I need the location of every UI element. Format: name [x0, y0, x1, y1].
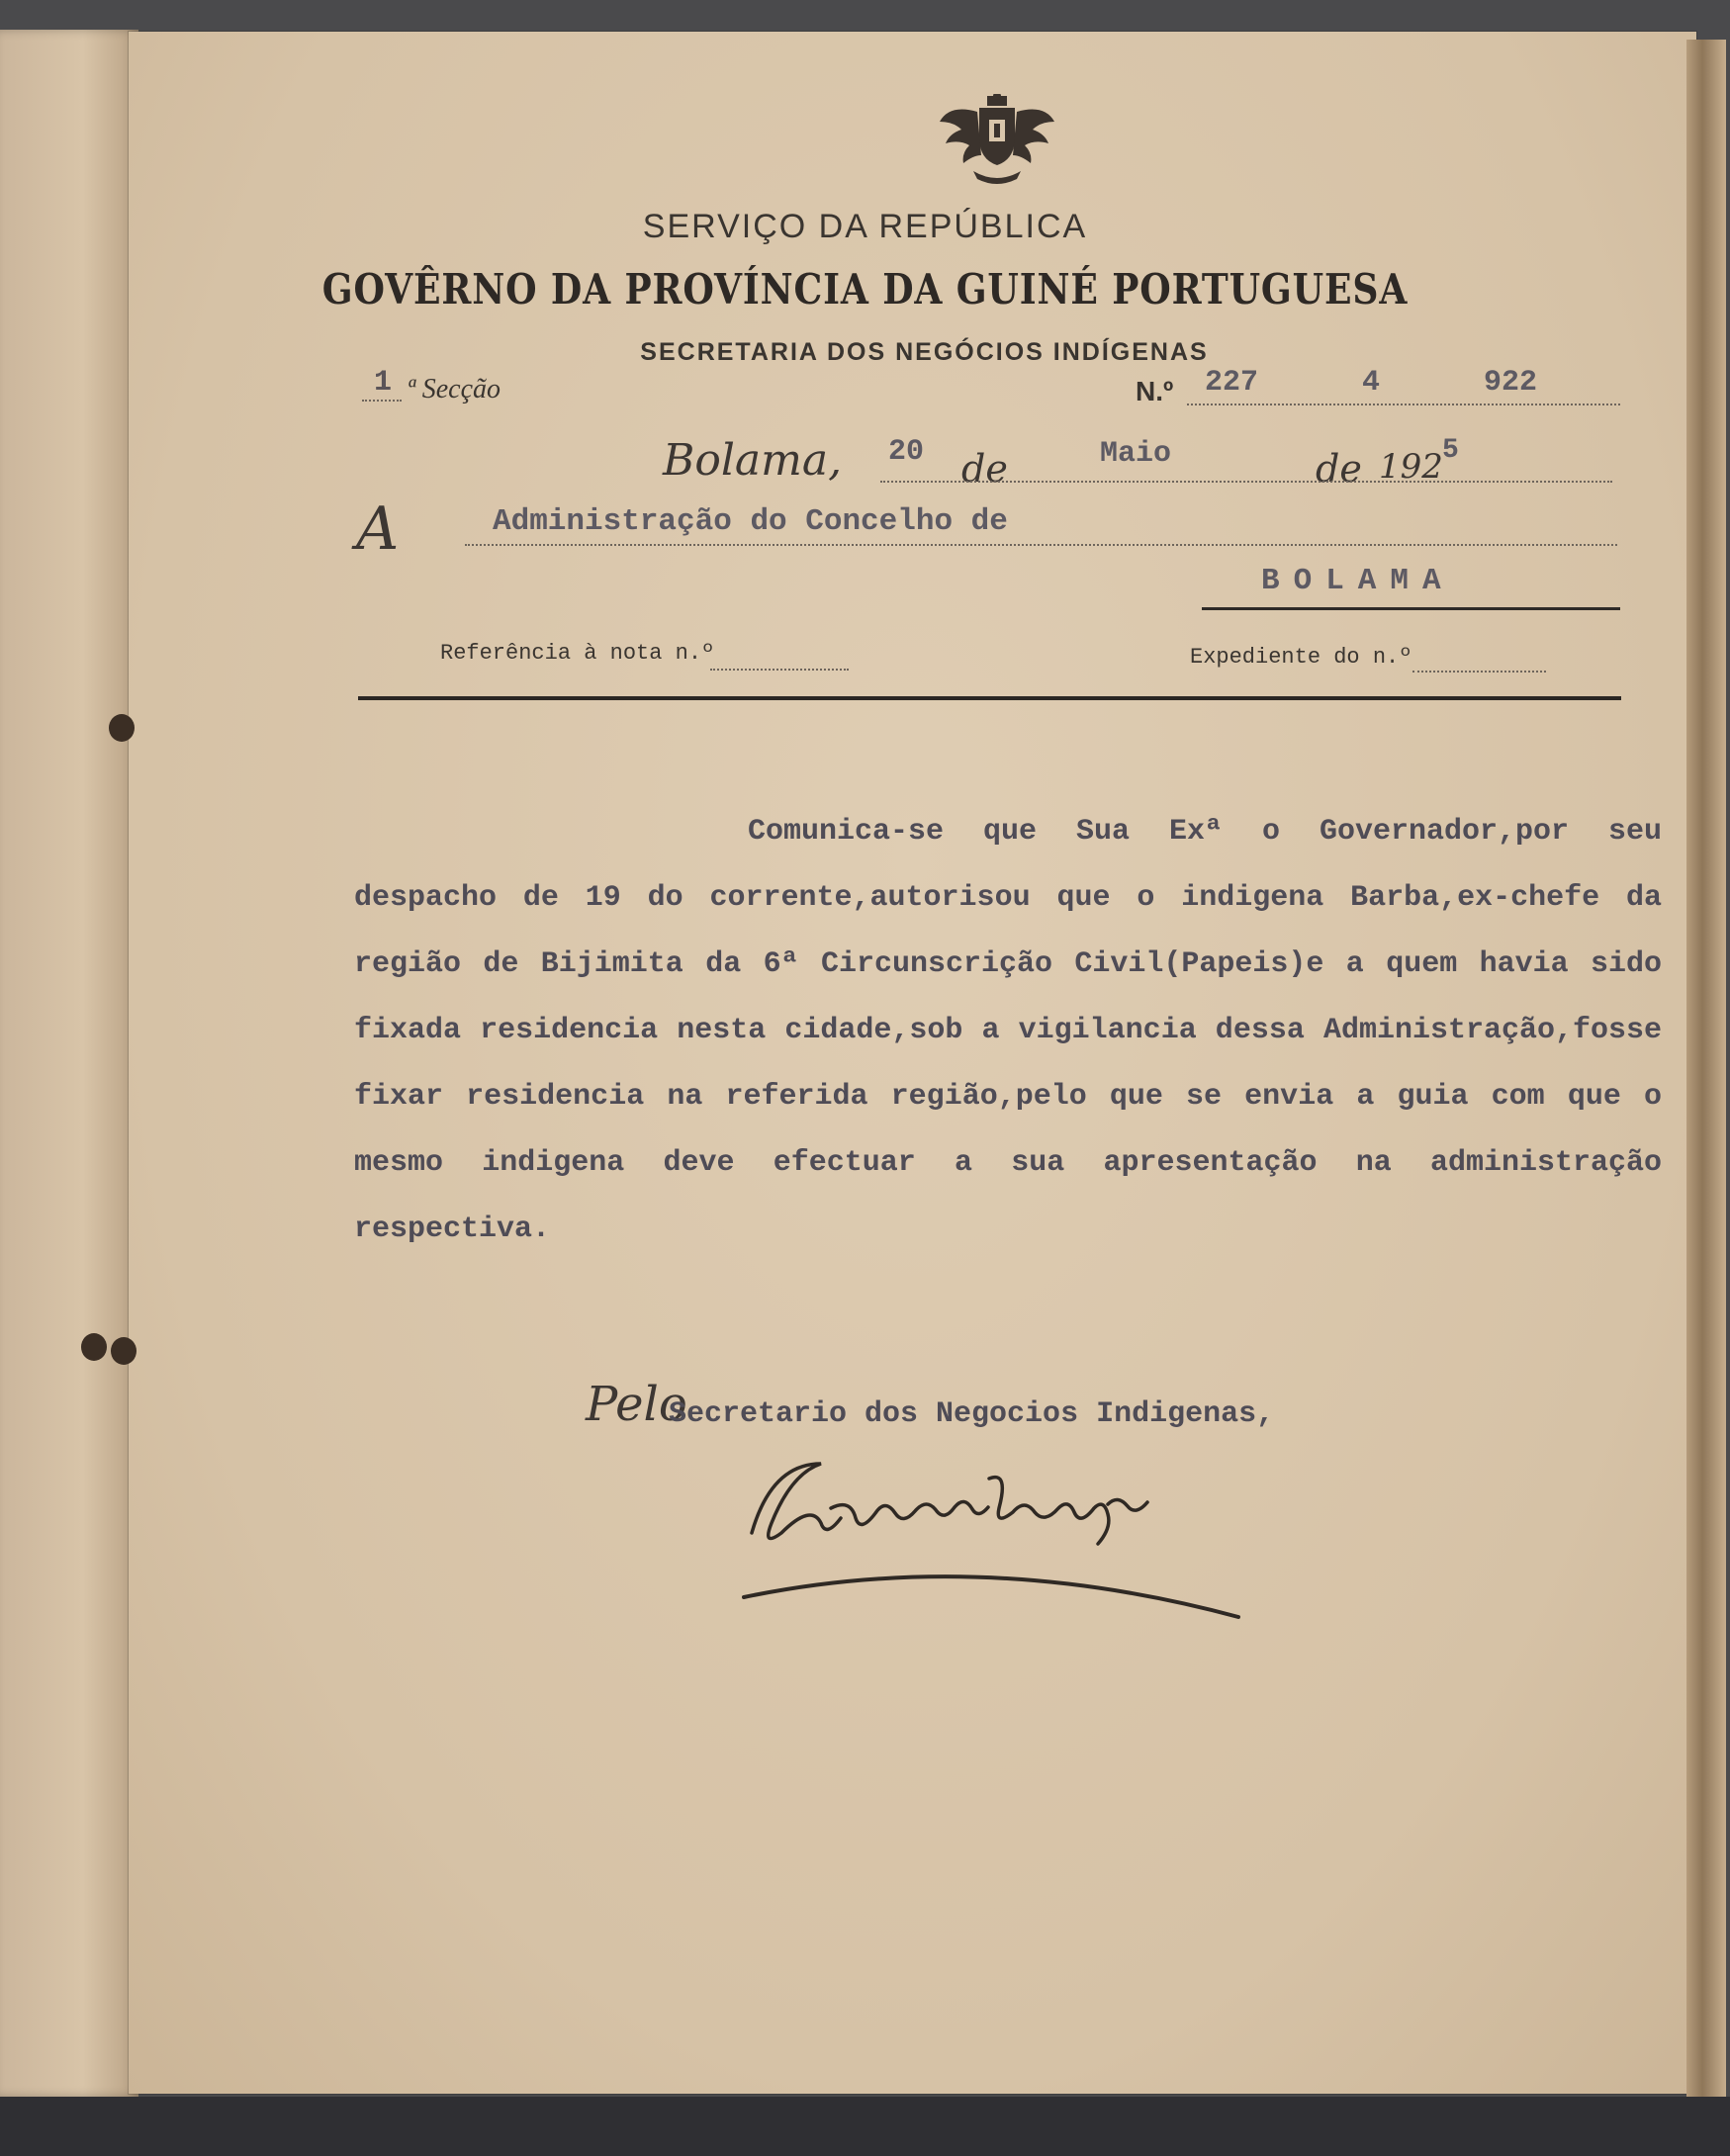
recipient-dots	[465, 544, 1617, 546]
expediente-label: Expediente do n.º	[1190, 645, 1412, 670]
recipient-city: BOLAMA	[1261, 564, 1455, 598]
service-title: SERVIÇO DA REPÚBLICA	[642, 208, 1088, 245]
number-label: N.º	[1136, 376, 1174, 406]
government-title: GOVÊRNO DA PROVÍNCIA DA GUINÉ PORTUGUESA	[321, 265, 1409, 314]
dateline-de: de	[1316, 447, 1362, 491]
number-part-a: 227	[1205, 366, 1259, 400]
number-part-c: 922	[1484, 366, 1538, 400]
coat-of-arms-icon	[938, 94, 1056, 188]
binding-hole	[111, 1337, 137, 1365]
section-dots	[362, 400, 402, 402]
closing-text: Secretario dos Negocios Indigenas,	[669, 1397, 1275, 1431]
dateline-month: Maio	[1100, 437, 1172, 471]
expediente-dots	[1412, 671, 1546, 673]
recipient-underline	[1202, 607, 1620, 610]
section-number: 1	[374, 366, 393, 400]
dateline-de: de	[961, 447, 1008, 491]
dateline-year-digit: 5	[1442, 435, 1459, 466]
dateline-city: Bolama,	[663, 435, 843, 486]
reference-label: Referência à nota n.º	[440, 641, 715, 666]
letter-body	[354, 799, 1662, 1263]
dateline-dots	[880, 481, 1612, 483]
department-title: SECRETARIA DOS NEGÓCIOS INDÍGENAS	[640, 338, 1209, 366]
recipient-addressee: Administração do Concelho de	[493, 504, 1008, 539]
section-label: ª Secção	[408, 374, 501, 404]
dateline-day: 20	[888, 435, 925, 469]
header-divider	[358, 696, 1621, 700]
letter-body-text: Comunica-se que Sua Exª o Governador,por seu despacho de 19 do corrente,autorisou que o indigena Barba,ex-chefe da região de Bijimita da 6ª Circunscrição Civil(Papeis)e a quem havia sido fixada residencia nesta cidade,sob a vigilancia dessa Administração,fosse fixar residencia na referida região,pelo que se envia a guia com que o mesmo indigena deve efectuar a sua apresentação na administração respectiva.	[354, 815, 1662, 1246]
closing-pelo: Pelo	[586, 1377, 687, 1432]
recipient-prefix: A	[356, 494, 400, 564]
reference-dots	[710, 669, 849, 671]
number-dots	[1187, 404, 1620, 405]
number-part-b: 4	[1362, 366, 1381, 400]
background-strip	[0, 2097, 1730, 2156]
dateline-year: 192	[1379, 447, 1443, 487]
binding-hole	[81, 1333, 107, 1361]
handwritten-signature	[732, 1449, 1246, 1627]
binding-hole	[109, 714, 135, 742]
